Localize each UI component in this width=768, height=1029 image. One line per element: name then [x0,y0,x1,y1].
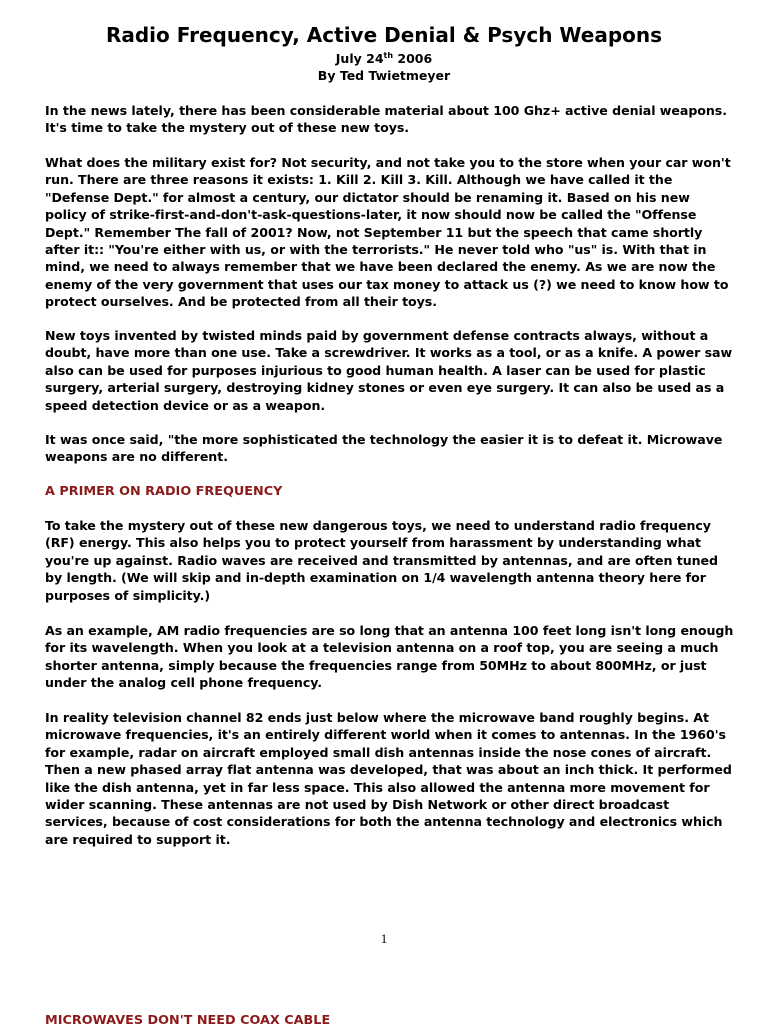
body-paragraph: What does the military exist for? Not security, and not take you to the store when your car won't run. There are three reasons it exists: 1. Kill 2. Kill 3. Kill. Although we have called it the "Defense Dept." for almost a century, our dictator should be renaming it. Based on his new policy of strike-first-and-don't-ask-questions-later, it now should now be called the "Offense Dept." Remember The fall of 2001? Now, not September 11 but the speech that came shortly after it:: "You're either with us, or with the terrorists." He never told who "us" is. With that in mind, we need to always remember that we have been declared the enemy. As we are now the enemy of the very government that uses our tax money to attack us (?) we need to know how to protect ourselves. And be protected from all their toys. [45,155,731,310]
document-author: By Ted Twietmeyer [317,68,451,83]
date-text: July 24 [335,51,384,66]
body-paragraph: In the news lately, there has been considerable material about 100 Ghz+ active denial weapons. It's time to take the mystery out of these new toys. [45,103,727,136]
document-title: Radio Frequency, Active Denial & Psych Weapons [105,23,663,47]
date-ordinal: th [383,51,394,60]
section-heading-microwaves: MICROWAVES DON'T NEED COAX CABLE [45,1013,331,1028]
body-paragraph: New toys invented by twisted minds paid by government defense contracts always, without a doubt, have more than one use. Take a screwdriver. It works as a tool, or as a knife. A power saw also can be used for purposes injurious to good human health. A laser can be used for plastic surgery, arterial surgery, destroying kidney stones or even eye surgery. It can also be used as a speed detection device or as a weapon. [45,328,733,413]
body-paragraph: As an example, AM radio frequencies are so long that an antenna 100 feet long isn't long enough for its wavelength. When you look at a television antenna on a roof top, you are seeing a much shorter antenna, simply because the frequencies range from 50MHz to about 800MHz, or just under the analog cell phone frequency. [45,623,734,691]
date-year: 2006 [393,51,433,66]
page-number: 1 [380,931,388,946]
body-paragraph: In reality television channel 82 ends just below where the microwave band roughly begins. At microwave frequencies, it's an entirely different world when it comes to antennas. In the 1960's for example, radar on aircraft employed small dish antennas inside the nose cones of aircraft. Then a new phased array flat antenna was developed, that was about an inch thick. It performed like the dish antenna, yet in far less space. This also allowed the antenna more movement for wider scanning. These antennas are not used by Dish Network or other direct broadcast services, because of cost considerations for both the antenna technology and electronics which are required to support it. [45,710,732,847]
section-heading-rf-primer: A PRIMER ON RADIO FREQUENCY [45,484,283,499]
document-date [0,50,768,67]
body-paragraph: It was once said, "the more sophisticated the technology the easier it is to defeat it. Microwave weapons are no different. [45,432,723,465]
body-paragraph: To take the mystery out of these new dangerous toys, we need to understand radio frequency (RF) energy. This also helps you to protect yourself from harassment by understanding what you're up against. Radio waves are received and transmitted by antennas, and are often tuned by length. (We will skip and in-depth examination on 1/4 wavelength antenna theory here for purposes of simplicity.) [45,518,719,603]
